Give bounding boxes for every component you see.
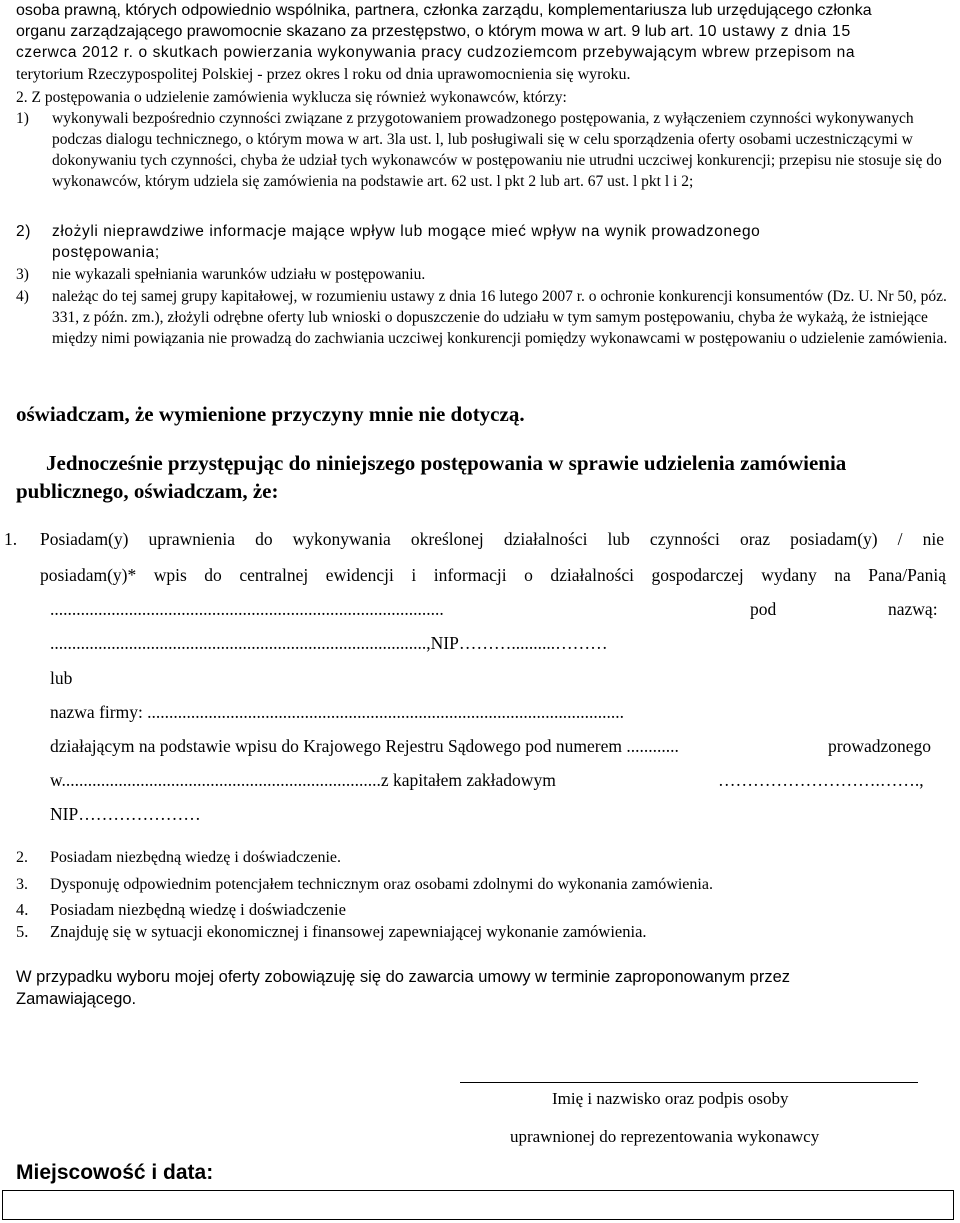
point-item: 4. Posiadam niezbędną wiedzę i doświadczenie — [16, 900, 346, 919]
intro-line-2: organu zarządzającego prawomocnie skazano za przestępstwo, o którym mowa w art. 9 lub art. 10 ustawy z dnia 15 — [16, 23, 851, 40]
point1-nip: NIP………………… — [50, 804, 201, 824]
declaration-heading: oświadczam, że wymienione przyczyny mnie nie dotyczą. — [16, 402, 525, 426]
commitment-paragraph: W przypadku wyboru mojej oferty zobowiązuję się do zawarcia umowy w terminie zaproponowanym przez Zamawiającego. — [16, 968, 790, 1008]
point-item: 5. Znajduję się w sytuacji ekonomicznej i finansowej zapewniającej wykonanie zamówienia. — [16, 922, 647, 941]
point1-capital-dots: ……………………….……., — [718, 770, 924, 790]
point1-prowadzonego: prowadzonego — [828, 736, 932, 756]
point-item: 2. Posiadam niezbędną wiedzę i doświadczenie. — [16, 849, 341, 866]
intro-line-1: osoba prawną, których odpowiednio wspólnika, partnera, członka zarządu, komplementariusza lub urzędującego członka — [16, 2, 872, 19]
point1-firm-name: nazwa firmy: ............................................................................................................. — [50, 702, 625, 722]
intro-line-3: czerwca 2012 r. o skutkach powierzania wykonywania pracy cudzoziemcom przebywającym wbrew przepisom na — [16, 44, 856, 61]
signature-line — [460, 1082, 918, 1083]
point1-line-2: posiadam(y)* wpis do centralnej ewidencji i informacji o działalności gospodarczej wydany na Pana/Panią — [40, 565, 946, 585]
signature-caption-1: Imię i nazwisko oraz podpis osoby — [552, 1089, 789, 1108]
point1-nip-line: ......................................................................................,NIP………..........……… — [50, 633, 608, 653]
list-item: 2) złożyli nieprawdziwe informacje mające wpływ lub mogące mieć wpływ na wynik prowadzonego postępowania; — [16, 223, 761, 261]
point1-pod: pod — [750, 599, 777, 619]
section2-lead: 2. Z postępowania o udzielenie zamówienia wyklucza się również wykonawców, którzy: — [16, 89, 567, 106]
point1-nazwa: nazwą: — [888, 599, 938, 619]
simultaneous-heading: Jednocześnie przystępując do niniejszego postępowania w sprawie udzielenia zamówienia publicznego, oświadczam, że: — [16, 451, 847, 503]
place-date-label: Miejscowość i data: — [16, 1161, 214, 1184]
point1-dots-1: .......................................................................................... — [50, 599, 444, 619]
point1-line-1: Posiadam(y) uprawnienia do wykonywania określonej działalności lub czynności oraz posiadam(y) / nie — [40, 529, 944, 549]
point1-number: 1. — [4, 529, 18, 549]
place-date-field[interactable] — [2, 1190, 954, 1220]
point1-capital: w.........................................................................z kapitałem zakładowym — [50, 770, 556, 790]
signature-caption-2: uprawnionej do reprezentowania wykonawcy — [510, 1127, 820, 1146]
point1-krs: działającym na podstawie wpisu do Krajowego Rejestru Sądowego pod numerem ............ — [50, 736, 679, 756]
intro-line-4: terytorium Rzeczypospolitej Polskiej - przez okres l roku od dnia uprawomocnienia się wyroku. — [16, 66, 631, 83]
point-item: 3. Dysponuję odpowiednim potencjałem technicznym oraz osobami zdolnymi do wykonania zamówienia. — [16, 876, 713, 893]
point1-lub: lub — [50, 668, 73, 688]
list-item: 3) nie wykazali spełniania warunków udziału w postępowaniu. — [16, 266, 426, 283]
list-item: 4) należąc do tej samej grupy kapitałowej, w rozumieniu ustawy z dnia 16 lutego 2007 r. o ochronie konkurencji konsumentów (Dz. U. Nr 50, póz. 331, z późn. zm.), złożyli odrębne oferty lub wnioski o dopuszczenie do udziału w tym samym postępowaniu, chyba że wykażą, że istniejące między nimi powiązania nie prowadzą do zachwiania uczciwej konkurencji pomiędzy wykonawcami w postępowaniu o udzielenie zamówienia. — [16, 288, 948, 347]
list-item: 1) wykonywali bezpośrednio czynności związane z przygotowaniem prowadzonego postępowania, z wyłączeniem czynności wykonywanych podczas dialogu technicznego, o którym mowa w art. 3la ust. l, lub posługiwali się w celu sporządzenia oferty osobami uczestniczącymi w dokonywaniu tych czynności, chyba że udział tych wykonawców w postępowaniu nie utrudni uczciwej konkurencji; przepisu nie stosuje się do wykonawców, którym udziela się zamówienia na podstawie art. 62 ust. l pkt 2 lub art. 67 ust. l pkt l i 2; — [16, 110, 942, 190]
